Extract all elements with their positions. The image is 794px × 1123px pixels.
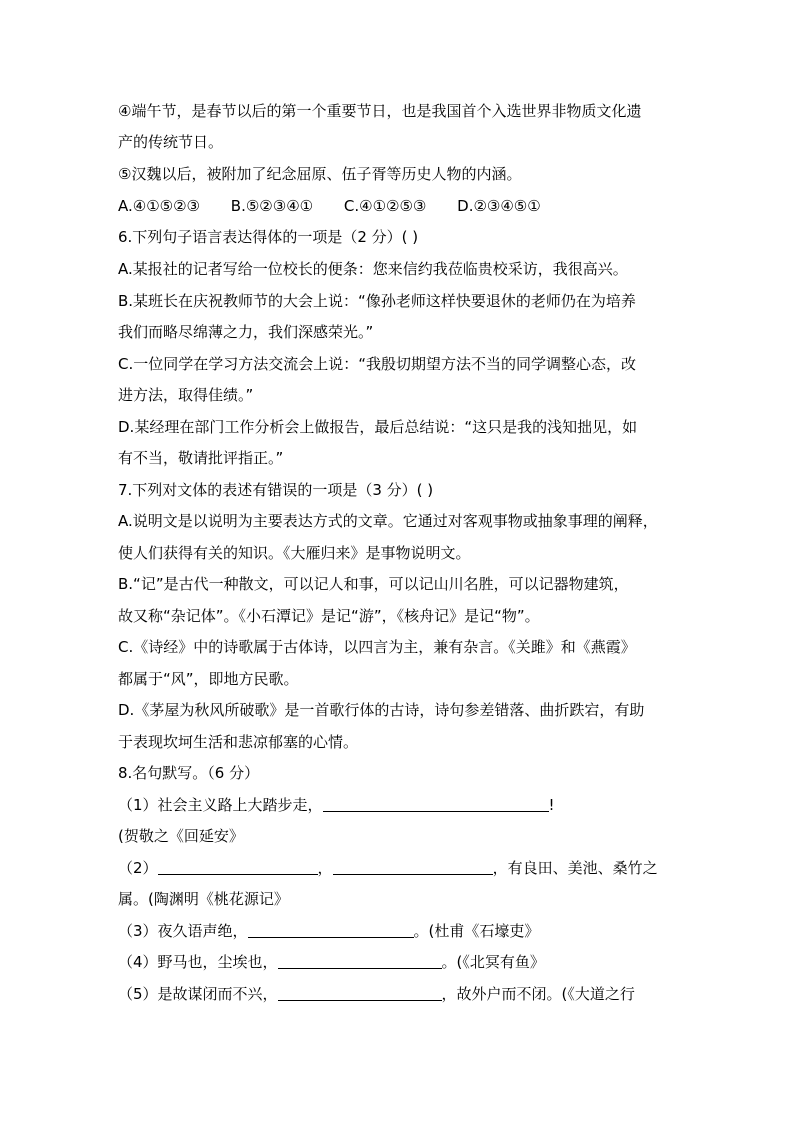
fill-text: （1）社会主义路上大踏步走，	[118, 796, 323, 814]
option-a: A.④①⑤②③	[118, 197, 201, 215]
fill-item-2	[118, 858, 658, 878]
text-line: B.某班长在庆祝教师节的大会上说：“像孙老师这样快要退休的老师仍在为培养	[118, 292, 636, 310]
text-line: C.一位同学在学习方法交流会上说：“我殷切期望方法不当的同学调整心态，改	[118, 355, 637, 373]
answer-blank[interactable]	[158, 858, 318, 875]
fill-item-3	[118, 921, 539, 941]
fill-text: !	[548, 796, 555, 814]
text-line: D.某经理在部门工作分析会上做报告，最后总结说：“这只是我的浅知拙见，如	[118, 418, 638, 436]
text-line: 使人们获得有关的知识。《大雁归来》是事物说明文。	[118, 544, 471, 562]
fill-text: 。(《北冥有鱼》	[441, 953, 545, 971]
text-line: D.《茅屋为秋风所破歌》是一首歌行体的古诗，诗句参差错落、曲折跌宕，有助	[118, 701, 645, 719]
answer-blank[interactable]	[333, 858, 493, 875]
fill-item-4	[118, 952, 545, 972]
answer-blank[interactable]	[248, 921, 414, 938]
question-6: 6.下列句子语言表达得体的一项是（2 分）( )	[118, 228, 419, 246]
text-line: B.“记”是古代一种散文，可以记人和事，可以记山川名胜，可以记器物建筑，	[118, 575, 629, 593]
question-8: 8.名句默写。（6 分）	[118, 764, 260, 782]
text-line: ⑤汉魏以后，被附加了纪念屈原、伍子胥等历史人物的内涵。	[118, 165, 522, 183]
text-line: A.说明文是以说明为主要表达方式的文章。它通过对客观事物或抽象事理的阐释，	[118, 512, 658, 530]
fill-item-5	[118, 984, 635, 1004]
option-b: B.⑤②③④①	[230, 197, 314, 215]
text-line: C.《诗经》中的诗歌属于古体诗，以四言为主，兼有杂言。《关雎》和《燕霞》	[118, 638, 636, 656]
text-line: 于表现坎坷生活和悲凉郁塞的心情。	[118, 733, 359, 751]
fill-text: ，故外户而不闭。(《大道之行	[441, 985, 635, 1003]
text-line: A.某报社的记者写给一位校长的便条：您来信约我莅临贵校采访，我很高兴。	[118, 260, 628, 278]
text-line: 故又称“杂记体”。《小石潭记》是记“游”，《核舟记》是记“物”。	[118, 607, 540, 625]
question-7: 7.下列对文体的表述有错误的一项是（3 分）( )	[118, 481, 434, 499]
text-line: 都属于“风”，即地方民歌。	[118, 670, 299, 688]
text-line: ④端午节，是春节以后的第一个重要节日，也是我国首个入选世界非物质文化遗	[118, 102, 642, 120]
fill-text: （2）	[118, 859, 158, 877]
fill-item-1	[118, 795, 555, 815]
fill-text: （4）野马也，尘埃也，	[118, 953, 278, 971]
text-line: 进方法，取得佳绩。”	[118, 386, 254, 404]
text-line: 有不当，敬请批评指正。”	[118, 449, 284, 467]
fill-text: （3）夜久语声绝，	[118, 922, 248, 940]
answer-blank[interactable]	[278, 984, 442, 1001]
fill-text: ，有良田、美池、桑竹之	[492, 859, 658, 877]
fill-text: ，	[317, 859, 333, 877]
text-line: 我们而略尽绵薄之力，我们深感荣光。”	[118, 323, 374, 341]
fill-text: （5）是故谋闭而不兴，	[118, 985, 278, 1003]
answer-options	[118, 196, 567, 216]
fill-source: (贺敬之《回延安》	[118, 827, 244, 845]
fill-text: 。(杜甫《石壕吏》	[413, 922, 540, 940]
fill-source: 属。(陶渊明《桃花源记》	[118, 890, 289, 908]
option-d: D.②③④⑤①	[457, 197, 541, 215]
text-line: 产的传统节日。	[118, 133, 224, 151]
answer-blank[interactable]	[278, 952, 442, 969]
answer-blank[interactable]	[323, 795, 549, 812]
option-c: C.④①②⑤③	[343, 197, 427, 215]
